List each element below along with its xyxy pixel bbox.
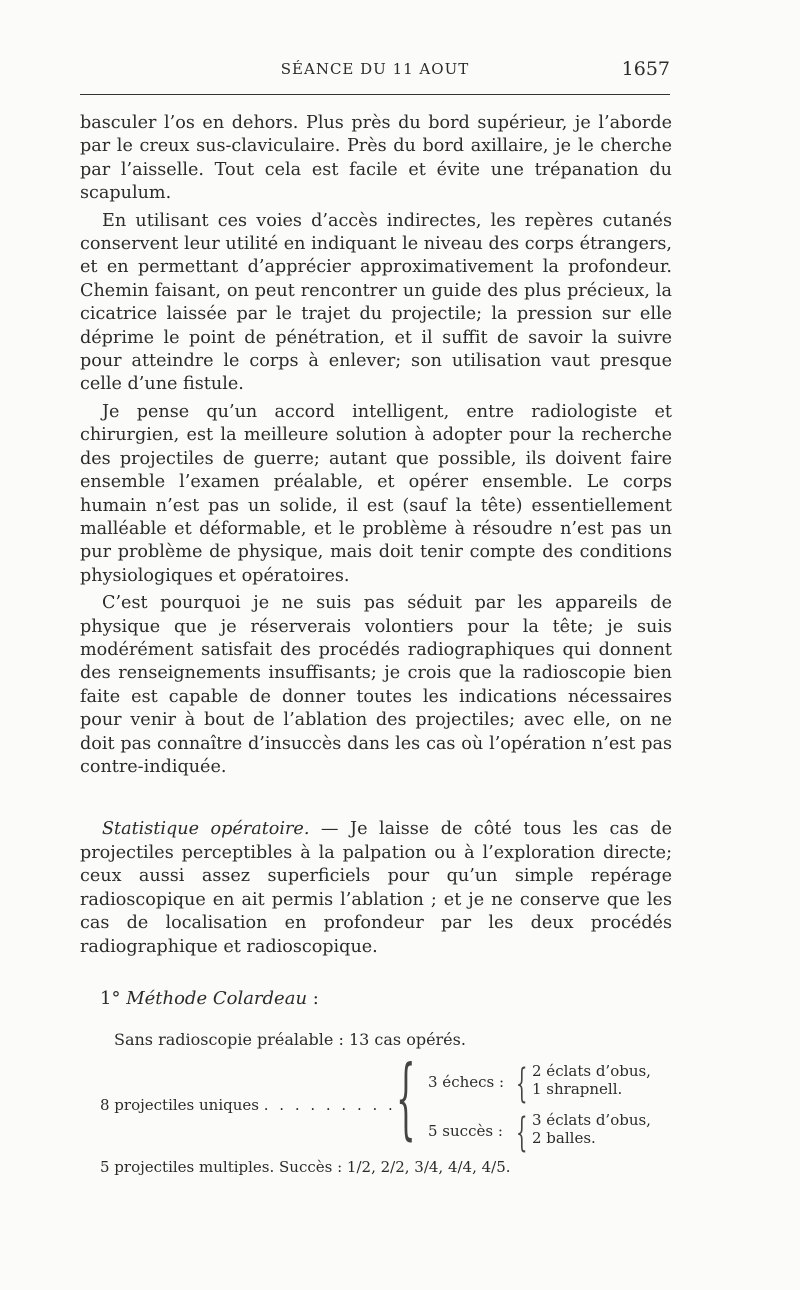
method-number: 1° (100, 988, 121, 1009)
paragraph (80, 818, 672, 960)
header-title: SÉANCE DU 11 AOUT (280, 60, 470, 78)
brace-icon: { (516, 1061, 528, 1107)
big-brace-icon: { (396, 1046, 416, 1149)
method-colon: : (307, 988, 319, 1009)
running-header (80, 58, 670, 84)
paragraph: basculer l’os en dehors. Plus près du bord supérieur, je l’aborde par le creux sus-claviculaire. Près du bord axillaire, je le cherche par l’aisselle. Tout cela est facile et évite une trépanation du scapulum. (80, 113, 672, 204)
paragraph: En utilisant ces voies d’accès indirectes, les repères cutanés conservent leur utilité en indiquant le niveau des corps étrangers, et en permettant d’apprécier approximativement la profondeur. Chemin faisant, on peut rencontrer un guide des plus précieux, la cicatrice laissée par le trajet du projectile; la pression sur elle déprime le point de pénétration, et il suffit de savoir la suivre pour atteindre le corps à enlever; son utilisation vaut presque celle d’une fistule. (80, 210, 672, 395)
method-heading (100, 988, 319, 1009)
uniques-label (100, 1096, 411, 1114)
section-text: — Je laisse de côté tous les cas de projectiles perceptibles à la palpation ou à l’exploration directe; ceux aussi assez superficiels pour qu’un simple repérage radioscopique en ait permis l’ablation ; et je ne conserve que les cas de localisation en profondeur par les deux procédés radiographique et radioscopique. (80, 819, 672, 957)
leader-dots: . . . . . . . . . . (263, 1096, 412, 1114)
section-heading: Statistique opératoire. (102, 819, 310, 839)
header-rule (80, 94, 670, 95)
body-text (80, 112, 672, 783)
succes-detail-1: 3 éclats d’obus, (532, 1111, 651, 1129)
uniques-text: 8 projectiles uniques (100, 1096, 259, 1114)
echecs-detail-2: 1 shrapnell. (532, 1080, 623, 1098)
page-number: 1657 (621, 58, 670, 80)
brace-icon: { (516, 1110, 528, 1156)
paragraph: C’est pourquoi je ne suis pas séduit par les appareils de physique que je réserverais volontiers pour la tête; je suis modérément satisfait des procédés radiographiques qui donnent des renseignements insuffisants; je crois que la radioscopie bien faite est capable de donner toutes les indications nécessaires pour venir à bout de l’ablation des projectiles; avec elle, on ne doit pas connaître d’insuccès dans les cas où l’opération n’est pas contre-indiquée. (80, 593, 672, 777)
succes-label: 5 succès : (428, 1122, 503, 1140)
echecs-label: 3 échecs : (428, 1073, 505, 1091)
sans-radioscopie-line: Sans radioscopie préalable : 13 cas opérés. (114, 1030, 466, 1049)
paragraph: Je pense qu’un accord intelligent, entre radiologiste et chirurgien, est la meilleure solution à adopter pour la recherche des projectiles de guerre; autant que possible, ils doivent faire ensemble l’examen préalable, et opérer ensemble. Le corps humain n’est pas un solide, il est (sauf la tête) essentiellement malléable et déformable, et le problème à résoudre n’est pas un pur problème de physique, mais doit tenir compte des conditions physiologiques et opératoires. (80, 401, 672, 586)
echecs-detail-1: 2 éclats d’obus, (532, 1062, 651, 1080)
method-name: Méthode Colardeau (126, 988, 308, 1009)
succes-detail-2: 2 balles. (532, 1129, 596, 1147)
statistique-section (80, 818, 672, 960)
multiples-line: 5 projectiles multiples. Succès : 1/2, 2/2, 3/4, 4/4, 4/5. (100, 1158, 511, 1176)
